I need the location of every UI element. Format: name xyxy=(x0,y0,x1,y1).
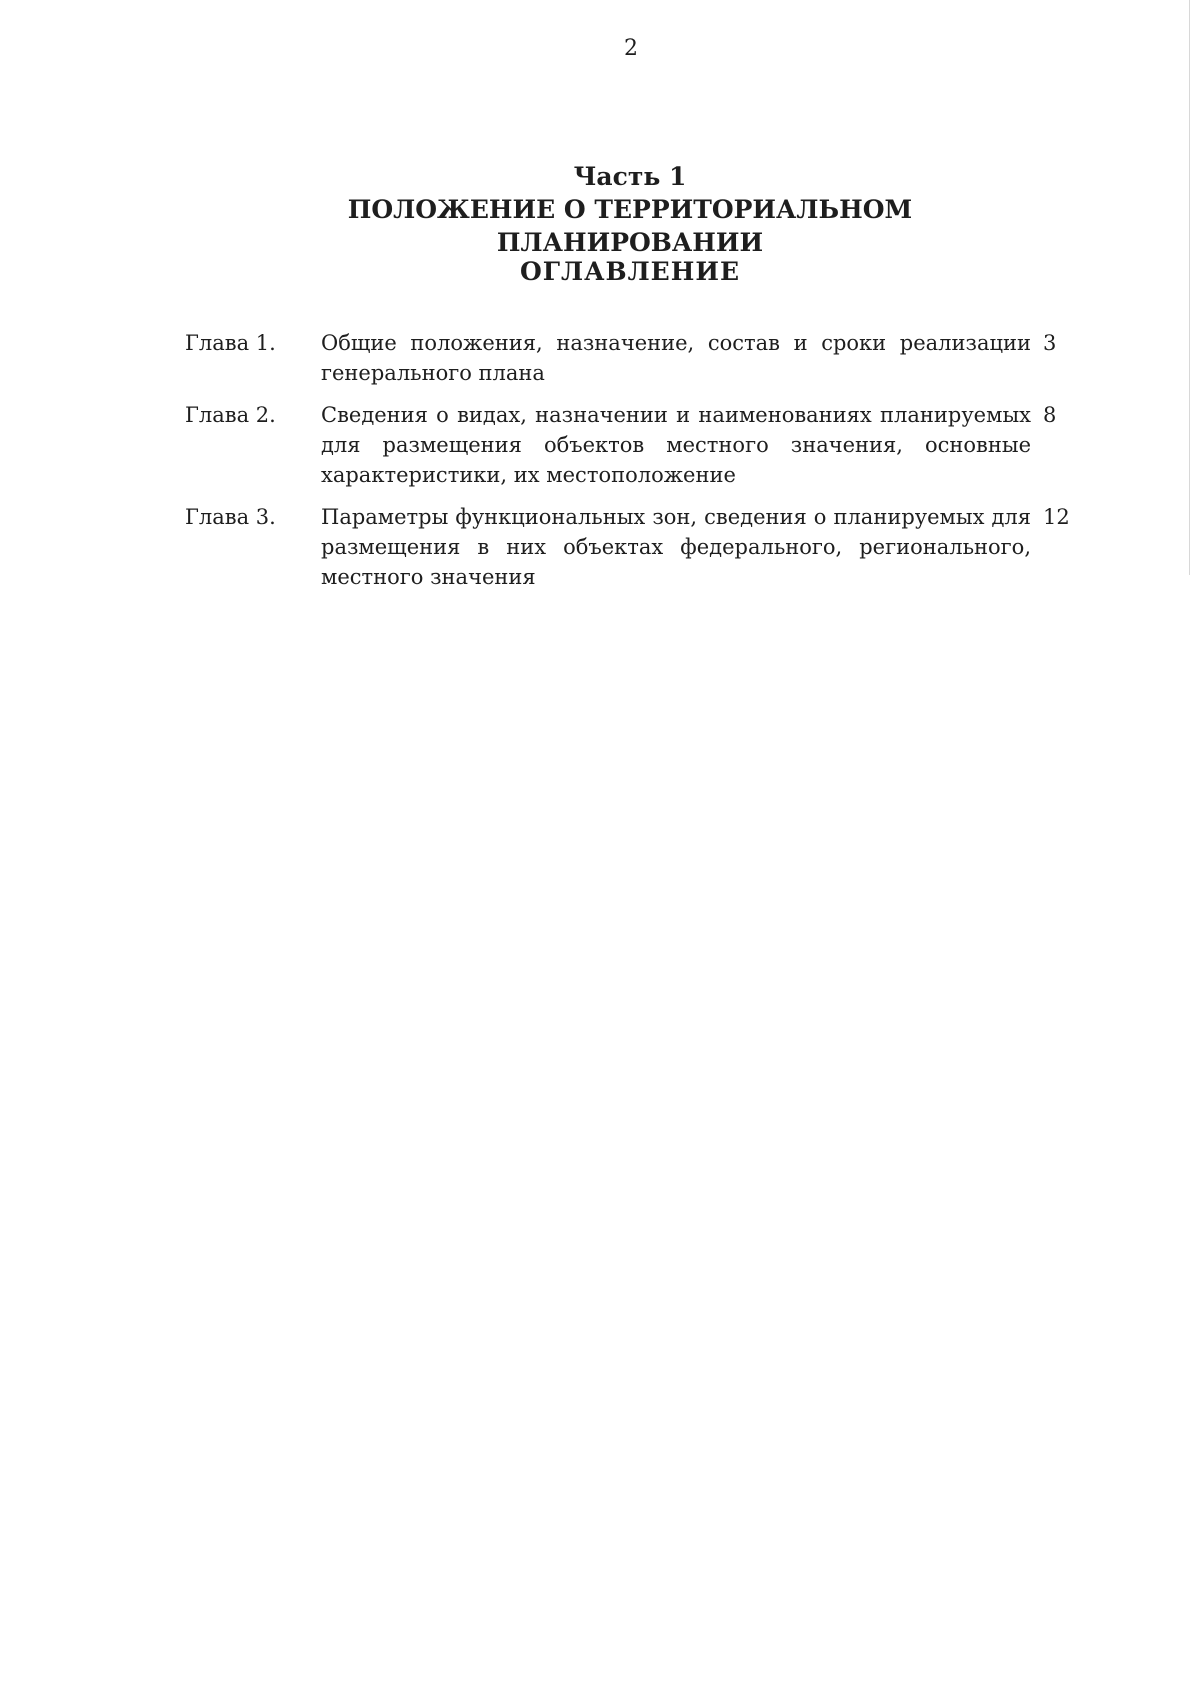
toc-chapter-label: Глава 2. xyxy=(185,403,276,427)
page-number: 2 xyxy=(624,36,638,61)
toc-chapter-label: Глава 3. xyxy=(185,505,276,529)
part-heading xyxy=(240,160,1020,259)
scan-edge-line xyxy=(1189,0,1190,575)
toc-entry[interactable] xyxy=(185,502,1075,592)
table-of-contents xyxy=(185,328,1075,604)
toc-page-number: 8 xyxy=(1043,403,1057,427)
toc-entry-title: Параметры функциональных зон, сведения о планируемых для размещения в них объектах федерального, регионального, местного значения xyxy=(321,505,1031,589)
toc-page-number: 3 xyxy=(1043,331,1057,355)
toc-entry-title: Общие положения, назначение, состав и сроки реализации генерального плана xyxy=(321,331,1031,385)
toc-heading: ОГЛАВЛЕНИЕ xyxy=(519,257,741,286)
part-label: Часть 1 xyxy=(573,162,687,191)
toc-entry-title: Сведения о видах, назначении и наименованиях планируемых для размещения объектов местного значения, основные характеристики, их местоположение xyxy=(321,403,1031,487)
toc-entry[interactable] xyxy=(185,328,1075,388)
toc-entry[interactable] xyxy=(185,400,1075,490)
part-title: ПОЛОЖЕНИЕ О ТЕРРИТОРИАЛЬНОМ ПЛАНИРОВАНИИ xyxy=(347,195,913,257)
toc-page-number: 12 xyxy=(1043,505,1070,529)
toc-chapter-label: Глава 1. xyxy=(185,331,276,355)
